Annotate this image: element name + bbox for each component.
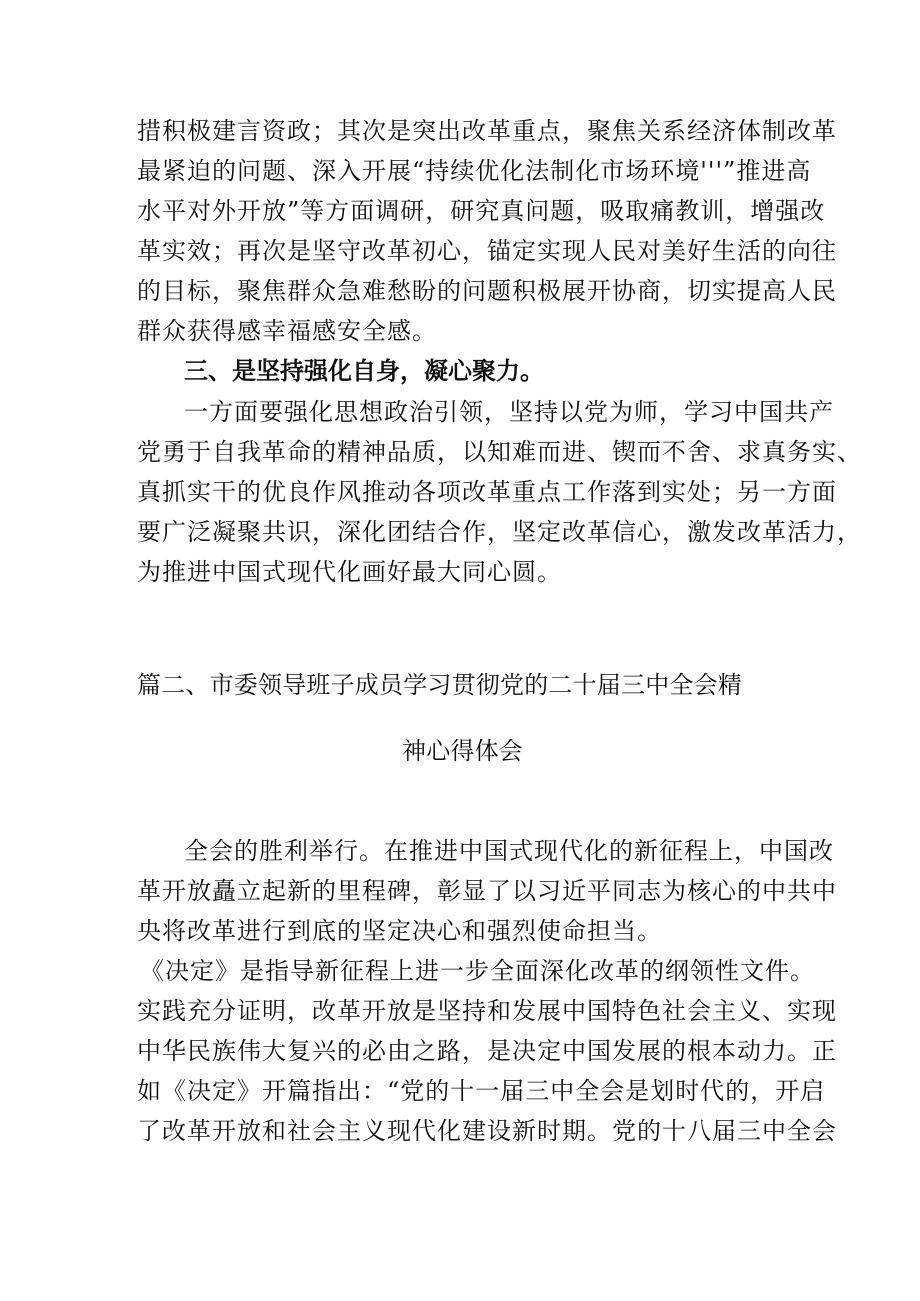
body-line: 群众获得感幸福感安全感。 [137,317,437,345]
body-line: 如《决定》开篇指出：“党的十一届三中全会是划时代的，开启 [137,1077,826,1105]
body-line: 为推进中国式现代化画好最大同心圆。 [137,558,562,586]
body-line: 革开放矗立起新的里程碑，彰显了以习近平同志为核心的中共中 [137,877,837,905]
body-line: 央将改革进行到底的坚定决心和强烈使命担当。 [137,917,662,945]
body-line: 的目标，聚焦群众急难愁盼的问题积极展开协商，切实提高人民 [137,277,837,305]
body-line: 了改革开放和社会主义现代化建设新时期。党的十八届三中全会 [137,1117,837,1145]
section-heading: 三、是坚持强化自身，凝心聚力。 [184,357,544,385]
body-line: 一方面要强化思想政治引领，坚持以党为师，学习中国共产 [184,398,834,426]
body-line: 党勇于自我革命的精神品质，以知难而进、锲而不舍、求真务实、 [137,438,862,466]
article-title-continued: 神心得体会 [402,737,523,765]
body-line: 真抓实干的优良作风推动各项改革重点工作落到实处；另一方面 [137,478,837,506]
body-line: 中华民族伟大复兴的必由之路，是决定中国发展的根本动力。正 [137,1037,837,1065]
body-line: 全会的胜利举行。在推进中国式现代化的新征程上，中国改 [184,837,834,865]
body-line: 要广泛凝聚共识，深化团结合作，坚定改革信心，激发改革活力， [137,518,862,546]
body-line: 措积极建言资政；其次是突出改革重点，聚焦关系经济体制改革 [137,117,837,145]
body-line: 实践充分证明，改革开放是坚持和发展中国特色社会主义、实现 [137,997,837,1025]
article-title: 篇二、市委领导班子成员学习贯彻党的二十届三中全会精 [137,671,742,699]
body-line: 最紧迫的问题、深入开展“持续优化法制化市场环境'''”推进高 [137,157,812,185]
body-line: 水平对外开放”等方面调研，研究真问题，吸取痛教训，增强改 [137,197,826,225]
body-line: 《决定》是指导新征程上进一步全面深化改革的纲领性文件。 [140,957,815,985]
body-line: 革实效；再次是坚守改革初心，锚定实现人民对美好生活的向往 [137,237,837,265]
